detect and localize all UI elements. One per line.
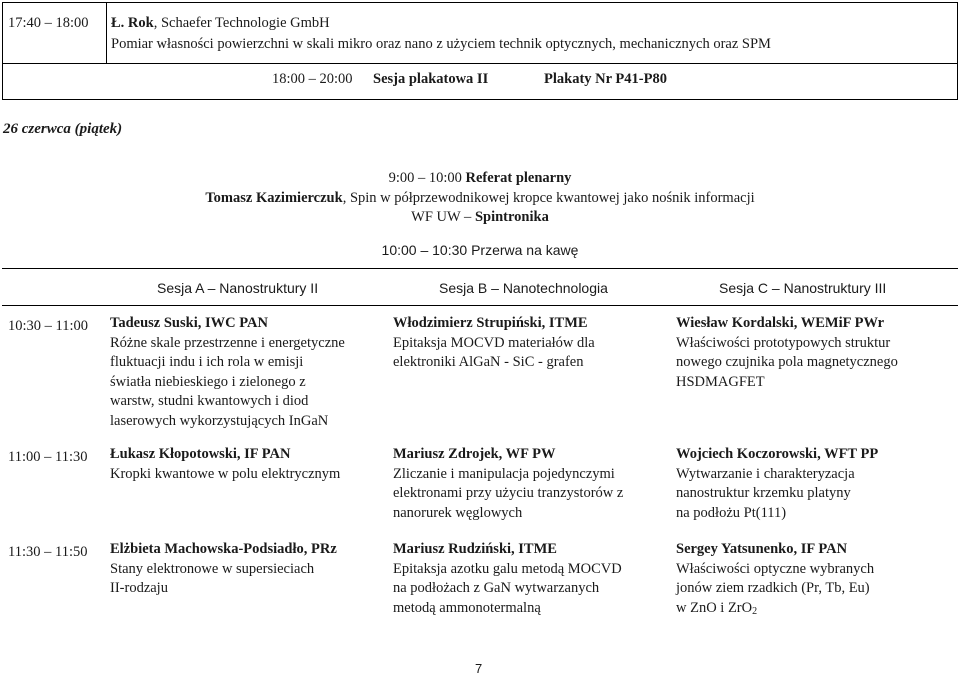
- poster-session-posters: Plakaty Nr P41-P80: [544, 71, 667, 87]
- talk-title-line: metodą ammonotermalną: [393, 599, 541, 616]
- plenary-time: 9:00 – 10:00: [388, 170, 462, 186]
- talk-cell: [110, 314, 345, 431]
- talk-title-line: Zliczanie i manipulacja pojedynczymi: [393, 465, 615, 482]
- talk-title-line: elektronami przy użyciu tranzystorów z: [393, 485, 624, 501]
- talk-speaker: Mariusz Zdrojek, WF PW: [393, 446, 556, 462]
- talk-speaker: Łukasz Kłopotowski, IF PAN: [110, 446, 291, 462]
- talk-cell: [393, 540, 622, 618]
- top-box-time-divider: [106, 2, 107, 63]
- top-box-speaker-name: Ł. Rok: [111, 15, 154, 31]
- sessions-top-rule: [2, 268, 958, 269]
- talk-title-line: nowego czujnika pola magnetycznego: [676, 354, 898, 370]
- plenary-topic: Spintronika: [474, 209, 549, 225]
- talk-title-line: fluktuacji indu i ich rola w emisji: [110, 354, 304, 370]
- top-box-border-right: [957, 2, 958, 100]
- talk-speaker: Mariusz Rudziński, ITME: [393, 541, 557, 557]
- talk-title-line: Właściwości optyczne wybranych: [676, 560, 875, 577]
- talk-cell: [393, 314, 595, 373]
- slot-time: 10:30 – 11:00: [8, 318, 89, 334]
- talk-title-line: światła niebieskiego i zielonego z: [110, 373, 306, 390]
- talk-speaker: Tadeusz Suski, IWC PAN: [110, 315, 268, 331]
- talk-cell: [110, 540, 337, 599]
- top-box-border-bottom: [2, 99, 958, 100]
- coffee-break: 10:00 – 10:30 Przerwa na kawę: [381, 242, 579, 258]
- talk-cell: [393, 445, 623, 523]
- talk-speaker: Wiesław Kordalski, WEMiF PWr: [676, 315, 885, 331]
- talk-speaker: Elżbieta Machowska-Podsiadło, PRz: [110, 541, 337, 557]
- talk-title-line: HSDMAGFET: [676, 373, 765, 390]
- talk-title-line: nanorurek węglowych: [393, 504, 523, 521]
- plenary-affiliation: WF UW –: [411, 209, 475, 225]
- plenary-affiliation-line: [0, 210, 960, 225]
- talk-title-line: warstw, studni kwantowych i diod: [110, 393, 309, 409]
- talk-cell: [676, 445, 878, 523]
- talk-title-line: [676, 599, 874, 622]
- talk-title-line: na podłożach z GaN wytwarzanych: [393, 580, 600, 596]
- talk-title-line: Kropki kwantowe w polu elektrycznym: [110, 465, 341, 482]
- sessions-bottom-rule: [2, 305, 958, 306]
- talk-title-line: Epitaksja MOCVD materiałów dla: [393, 334, 595, 351]
- day-heading: 26 czerwca (piątek): [3, 121, 123, 137]
- session-c-header: Sesja C – Nanostruktury III: [719, 280, 887, 296]
- slot-time: 11:30 – 11:50: [8, 544, 88, 560]
- subscript: 2: [752, 605, 758, 617]
- poster-session-time: 18:00 – 20:00: [272, 71, 353, 87]
- top-box-border-top: [2, 2, 958, 3]
- poster-session-name: Sesja plakatowa II: [373, 71, 489, 87]
- talk-title-line: Epitaksja azotku galu metodą MOCVD: [393, 560, 622, 577]
- talk-title-line: nanostruktur krzemku platyny: [676, 485, 851, 501]
- talk-speaker: Włodzimierz Strupiński, ITME: [393, 315, 588, 331]
- session-a-header: Sesja A – Nanostruktury II: [157, 280, 319, 296]
- top-box-speaker-affiliation: , Schaefer Technologie GmbH: [153, 15, 330, 31]
- talk-speaker: Wojciech Koczorowski, WFT PP: [676, 446, 879, 462]
- talk-title-line: na podłożu Pt(111): [676, 504, 787, 521]
- plenary-header: [0, 171, 960, 186]
- top-box-divider: [2, 63, 958, 64]
- talk-title-line: Wytwarzanie i charakteryzacja: [676, 465, 855, 482]
- top-box-time: 17:40 – 18:00: [8, 15, 89, 31]
- page-number: 7: [475, 661, 483, 676]
- talk-title-line: II-rodzaju: [110, 580, 168, 596]
- session-b-header: Sesja B – Nanotechnologia: [439, 280, 608, 296]
- top-box-talk-title: Pomiar własności powierzchni w skali mikro oraz nano z użyciem technik optycznych, mechanicznych oraz SPM: [111, 36, 771, 52]
- top-box-border-left: [2, 2, 3, 100]
- slot-time: 11:00 – 11:30: [8, 449, 88, 465]
- talk-title-line-text: w ZnO i ZrO: [676, 599, 753, 616]
- plenary-title: , Spin w półprzewodnikowej kropce kwantowej jako nośnik informacji: [342, 190, 755, 206]
- talk-cell: [676, 540, 874, 621]
- talk-title-line: Właściwości prototypowych struktur: [676, 334, 891, 351]
- talk-cell: [676, 314, 898, 392]
- talk-speaker: Sergey Yatsunenko, IF PAN: [676, 541, 848, 557]
- plenary-speaker: Tomasz Kazimierczuk: [205, 190, 343, 206]
- talk-title-line: Stany elektronowe w supersieciach: [110, 560, 315, 577]
- plenary-talk: [0, 191, 960, 206]
- talk-cell: [110, 445, 340, 484]
- talk-title-line: laserowych wykorzystujących InGaN: [110, 412, 329, 429]
- talk-title-line: jonów ziem rzadkich (Pr, Tb, Eu): [676, 580, 870, 596]
- talk-title-line: Różne skale przestrzenne i energetyczne: [110, 334, 345, 351]
- plenary-label: Referat plenarny: [465, 170, 572, 186]
- top-box-speaker: [111, 16, 330, 31]
- talk-title-line: elektroniki AlGaN - SiC - grafen: [393, 354, 584, 370]
